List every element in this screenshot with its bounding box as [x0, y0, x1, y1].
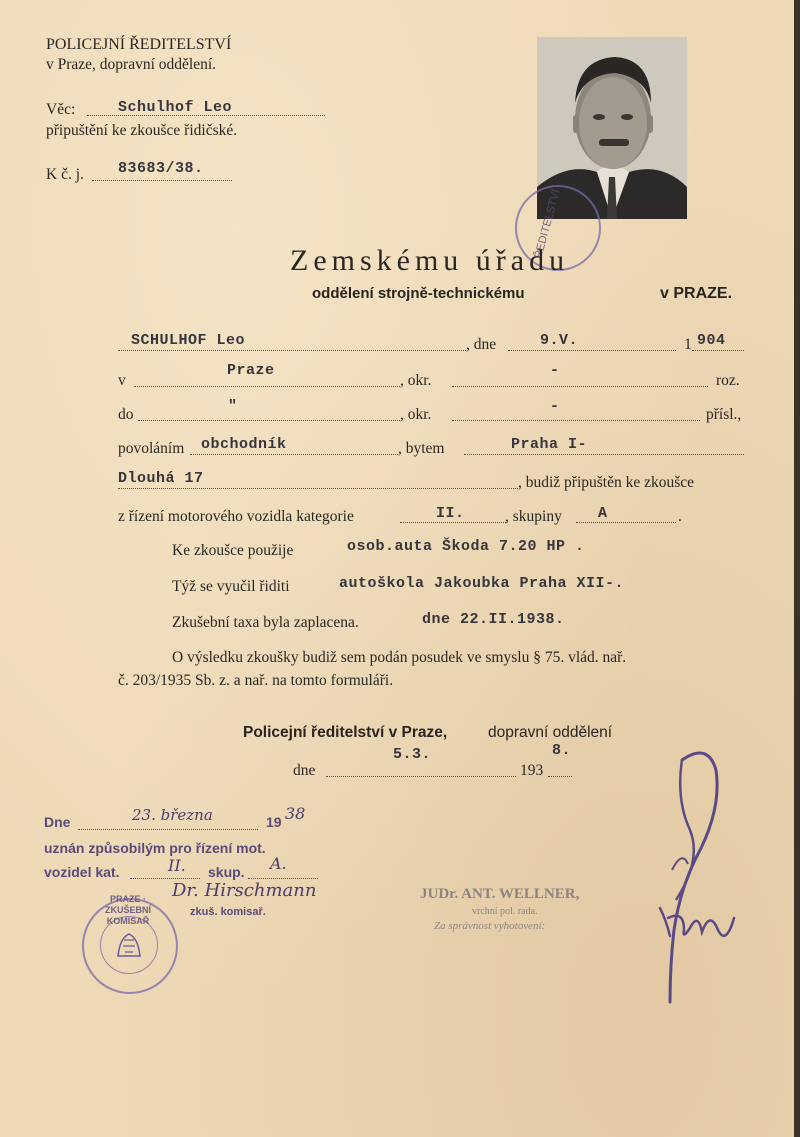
addressee-department: oddělení strojně-technickému	[312, 285, 525, 302]
birthplace-line	[134, 386, 400, 387]
header-authority: POLICEJNÍ ŘEDITELSTVÍ	[46, 36, 232, 53]
photo-stamp-text: ŘEDITELSTVÍ	[532, 188, 563, 260]
residence-line	[464, 454, 744, 455]
result-date-hand: 23. března	[132, 806, 213, 824]
lion-emblem-icon	[114, 928, 144, 960]
official-signature	[610, 740, 740, 1010]
issuer-year-prefix: 193	[520, 762, 544, 779]
result-skup-label: skup.	[208, 864, 245, 880]
do-label: do	[118, 406, 134, 423]
issuer-dne-label: dne	[293, 762, 316, 779]
category-line	[400, 522, 506, 523]
year-prefix: 1	[684, 336, 692, 353]
group: A	[598, 505, 608, 522]
fee-label: Zkušební taxa byla zaplacena.	[172, 614, 359, 631]
use-value: osob.auta Škoda 7.20 HP .	[347, 538, 585, 555]
person-name: SCHULHOF Leo	[131, 332, 246, 349]
result-year-prefix: 19	[266, 814, 282, 830]
okr2-value: -	[550, 398, 560, 415]
result-skup-line	[248, 878, 318, 879]
roz-label: roz.	[716, 372, 740, 389]
birth-day: 9.V.	[540, 332, 579, 349]
prisl-label: přísl.,	[706, 406, 742, 423]
okr2-line	[452, 420, 700, 421]
okr2-label: , okr.	[400, 406, 432, 423]
group-line	[576, 522, 676, 523]
admit-text: , budiž připuštěn ke zkoušce	[518, 474, 695, 491]
occupation: obchodník	[201, 436, 287, 453]
driver-value: autoškola Jakoubka Praha XII-.	[339, 575, 625, 592]
commissioner-role: zkuš. komisař.	[190, 906, 266, 918]
issuer-dept: dopravní oddělení	[488, 724, 613, 741]
residence-2-line	[118, 488, 518, 489]
issuer-year: 8.	[552, 742, 572, 759]
subject-line: připuštění ke zkoušce řidičské.	[46, 122, 238, 139]
category: II.	[436, 505, 465, 522]
okr-label: , okr.	[400, 372, 432, 389]
okr-value: -	[550, 362, 560, 379]
result-year-hand: 38	[285, 804, 306, 823]
birthday-line	[508, 350, 676, 351]
okr-line	[452, 386, 708, 387]
official-note: Za správnost vyhotovení:	[434, 920, 546, 932]
residence-label: , bytem	[398, 440, 445, 457]
issuer-year-line	[548, 776, 572, 777]
result-date-line	[78, 829, 258, 830]
birthplace: Praze	[227, 362, 275, 379]
issuer-date-line	[326, 776, 516, 777]
commissioner-signature: Dr. Hirschmann	[172, 880, 317, 901]
birth-year-line	[692, 350, 744, 351]
commission-stamp-text: PRAZE · ZKUŠEBNÍ KOMISAŘ	[104, 894, 151, 926]
addressee-title: Zemskému úřadu	[290, 244, 570, 277]
official-rank: vrchní pol. rada.	[472, 906, 538, 917]
residence-1: Praha I-	[511, 436, 588, 453]
official-name: JUDr. ANT. WELLNER,	[420, 886, 580, 902]
v-label: v	[118, 372, 126, 389]
result-text-2: č. 203/1935 Sb. z. a nař. na tomto formuláři.	[118, 672, 394, 689]
scan-edge	[794, 0, 800, 1137]
fee-value: dne 22.II.1938.	[422, 611, 565, 628]
birth-year: 904	[697, 332, 726, 349]
issuer-name: Policejní ředitelství v Praze,	[243, 724, 448, 741]
do-line	[138, 420, 400, 421]
kcj-value: 83683/38.	[118, 160, 204, 177]
driver-label: Týž se vyučil řiditi	[172, 578, 290, 595]
occupation-label: povoláním	[118, 440, 185, 457]
vec-value: Schulhof Leo	[118, 99, 233, 116]
kcj-dotted-line	[92, 180, 232, 181]
result-skup-hand: A.	[270, 854, 287, 873]
result-cat-line	[130, 878, 200, 879]
result-cat-label: vozidel kat.	[44, 864, 120, 880]
issuer-date: 5.3.	[393, 746, 432, 763]
dne-label: , dne	[466, 336, 497, 353]
vec-label: Věc:	[46, 101, 76, 118]
use-label: Ke zkoušce použije	[172, 542, 294, 559]
result-text-1: O výsledku zkoušky budiž sem podán posudek ve smyslu § 75. vlád. nař.	[172, 649, 627, 666]
header-department: v Praze, dopravní oddělení.	[46, 56, 217, 73]
result-line2: uznán způsobilým pro řízení mot.	[44, 840, 266, 856]
kcj-label: K č. j.	[46, 166, 84, 183]
result-cat-hand: II.	[168, 856, 186, 875]
occupation-line	[190, 454, 398, 455]
residence-2: Dlouhá 17	[118, 470, 204, 487]
do-value: "	[228, 398, 238, 415]
addressee-city: v PRAZE.	[660, 285, 733, 302]
name-line	[118, 350, 466, 351]
result-dne-label: Dne	[44, 814, 71, 830]
group-period: .	[678, 508, 682, 525]
vehicle-text: z řízení motorového vozidla kategorie	[118, 508, 354, 525]
group-label: , skupiny	[505, 508, 562, 525]
